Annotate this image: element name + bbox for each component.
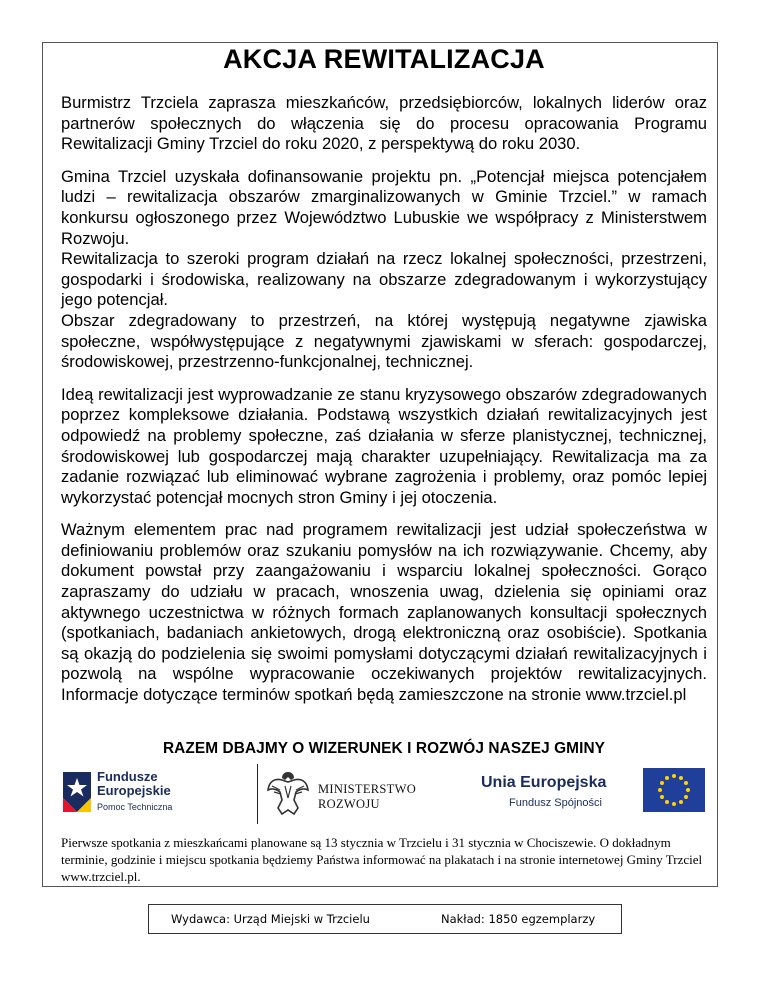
eu-flag-icon bbox=[643, 768, 705, 812]
paragraph-participation: Ważnym elementem prac nad programem rewitalizacji jest udział społeczeństwa w definiowaniu problemów oraz szukaniu pomysłów na ich rozwiązywanie. Chcemy, aby dokument powstał przy zaangażowaniu i wsparciu lokalnej społeczności. Gorąco zapraszamy do udziału w pracach, wnoszenia uwag, dzielenia się opiniami oraz aktywnego uczestnictwa w różnych formach zaplanowanych konsultacji społecznych (spotkaniach, badaniach ankietowych, drogą elektroniczną oraz osobiście). Spotkania są okazją do podzielenia się swoimi pomysłami dotyczącymi działań rewitalizacyjnych i pozwolą na wspólne wypracowanie oczekiwanych projektów rewitalizacyjnych. Informacje dotyczące terminów spotkań będą zamieszczone na stronie www.trzciel.pl bbox=[61, 520, 707, 705]
polish-eagle-icon bbox=[266, 768, 310, 820]
fundusze-europejskie-logo bbox=[61, 762, 201, 822]
ministry-name: MINISTERSTWO ROZWOJU bbox=[318, 782, 417, 811]
paragraph-funding: Gmina Trzciel uzyskała dofinansowanie projektu pn. „Potencjał miejsca potencjałem ludzi – rewitalizacja obszarów zmarginalizowanych w Gminie Trzciel.” w ramach konkursu ogłoszonego przez Województwo Lubuskie we współpracy z Ministerstwem Rozwoju. bbox=[61, 166, 707, 248]
fe-star-mark-icon bbox=[61, 768, 93, 818]
circulation-label: Nakład: 1850 egzemplarzy bbox=[441, 912, 596, 926]
paragraph-invitation: Burmistrz Trzciela zaprasza mieszkańców, przedsiębiorców, lokalnych liderów oraz partnerów społecznych do włączenia się do procesu opracowania Programu Rewitalizacji Gminy Trzciel do roku 2020, z perspektywą do roku 2030. bbox=[61, 93, 707, 154]
ue-subtitle: Fundusz Spójności bbox=[509, 797, 602, 809]
fe-subtitle: Pomoc Techniczna bbox=[97, 802, 173, 812]
publisher-label: Wydawca: Urząd Miejski w Trzcielu bbox=[171, 912, 370, 926]
imprint-box bbox=[148, 904, 622, 934]
page-title: AKCJA REWITALIZACJA bbox=[223, 44, 545, 74]
ministerstwo-rozwoju-logo bbox=[257, 764, 417, 824]
ue-title: Unia Europejska bbox=[481, 774, 607, 791]
eu-stars-icon bbox=[643, 768, 705, 812]
unia-europejska-logo bbox=[477, 764, 709, 820]
slogan: RAZEM DBAJMY O WIZERUNEK I ROZWÓJ NASZEJ GMINY bbox=[162, 740, 606, 757]
body-text bbox=[61, 93, 707, 718]
paragraph-definition: Rewitalizacja to szeroki program działań na rzecz lokalnej społeczności, przestrzeni, gospodarki i środowiska, realizowany na obszarze zdegradowanym i wykorzystujący jego potencjał. bbox=[61, 249, 707, 310]
paragraph-degraded-area: Obszar zdegradowany to przestrzeń, na której występują negatywne zjawiska społeczne, współwystępujące z negatywnymi zjawiskami w sferach: gospodarczej, środowiskowej, przestrzenno-funkcjonalnej, technicznej. bbox=[61, 310, 707, 372]
fe-name: Fundusze Europejskie bbox=[97, 769, 171, 798]
logo-bar bbox=[61, 762, 707, 824]
paragraph-idea: Ideą rewitalizacji jest wyprowadzanie ze stanu kryzysowego obszarów zdegradowanych poprzez kompleksowe działania. Podstawą wszystkich działań rewitalizacyjnych jest odpowiedź na problemy społeczne, zaś działania w sferze planistycznej, technicznej, środowiskowej lub gospodarczej mają charakter uzupełniający. Rewitalizacja ma za zadanie rozwiązać lub eliminować wybrane zagrożenia i problemy, oraz pomóc lepiej wykorzystać potencjał mocnych stron Gminy i jej otoczenia. bbox=[61, 384, 707, 507]
meeting-footnote: Pierwsze spotkania z mieszkańcami planowane są 13 stycznia w Trzcielu i 31 stycznia w Chociszewie. O dokładnym terminie, godzinie i miejscu spotkania będziemy Państwa informować na plakatach i na stronie internetowej Gminy Trzciel www.trzciel.pl. bbox=[61, 835, 703, 884]
